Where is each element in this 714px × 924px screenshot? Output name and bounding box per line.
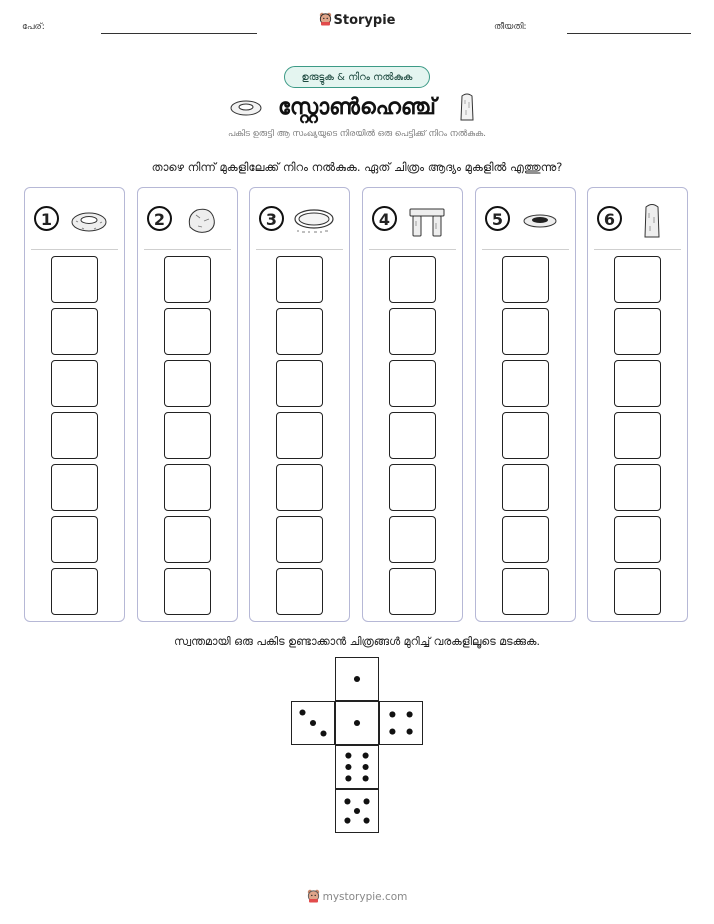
column-2 [137,187,238,622]
color-box[interactable] [164,568,211,615]
color-box[interactable] [276,568,323,615]
color-box[interactable] [164,360,211,407]
color-box[interactable] [276,308,323,355]
color-box[interactable] [51,516,98,563]
color-box[interactable] [614,464,661,511]
color-box[interactable] [51,412,98,459]
color-box[interactable] [614,412,661,459]
subtitle: പകിട ഉരുട്ടി ആ സംഖ്യയുടെ നിരയിൽ ഒരു പെട്ടിക്ക് നിറം നൽകുക. [228,129,486,139]
color-box[interactable] [164,516,211,563]
brand-logo [0,12,714,28]
color-box[interactable] [276,412,323,459]
instruction: താഴെ നിന്ന് മുകളിലേക്ക് നിറം നൽകുക. ഏത് ചിത്രം ആദ്യം മുകളിൽ എത്തുന്നു? [151,160,563,174]
column-number: 6 [597,206,622,231]
dice-face-1 [335,657,379,701]
date-label: തീയതി: [494,22,527,32]
stone-circle-icon [518,201,562,239]
color-box[interactable] [389,568,436,615]
color-box[interactable] [276,464,323,511]
color-box[interactable] [276,516,323,563]
column-number: 2 [147,206,172,231]
dice-face-6 [335,745,379,789]
color-box[interactable] [389,360,436,407]
page-title: സ്റ്റോൺഹെഞ്ച് [278,95,436,120]
color-box[interactable] [276,256,323,303]
dice-face-5 [335,789,379,833]
name-label: പേര്: [22,22,45,32]
color-box[interactable] [389,516,436,563]
footer-url[interactable]: mystorypie.com [322,891,408,903]
standing-stone-title-icon [458,92,476,126]
footer [0,889,714,903]
name-field[interactable] [101,33,257,34]
color-box[interactable] [614,568,661,615]
color-box[interactable] [502,464,549,511]
color-box[interactable] [389,308,436,355]
color-box[interactable] [502,256,549,303]
color-box[interactable] [614,308,661,355]
activity-badge: ഉരുട്ടുക & നിറം നൽകുക [284,66,430,88]
color-box[interactable] [502,516,549,563]
dice-face-1 [335,701,379,745]
dice-net-caption: സ്വന്തമായി ഒരു പകിട ഉണ്ടാക്കാൻ ചിത്രങ്ങൾ മുറിച്ച് വരകളിലൂടെ മടക്കുക. [174,635,540,648]
trilithon-icon [405,201,449,239]
color-box[interactable] [51,256,98,303]
column-number: 3 [259,206,284,231]
stone-ring-icon [67,201,111,239]
brand-name: Storypie [333,13,396,28]
column-divider [256,249,343,250]
dice-face-4 [379,701,423,745]
date-field[interactable] [567,33,691,34]
boulder-icon [180,201,224,239]
dice-face-3 [291,701,335,745]
color-box[interactable] [51,360,98,407]
color-box[interactable] [164,464,211,511]
column-3 [249,187,350,622]
column-4 [362,187,463,622]
color-box[interactable] [502,412,549,459]
color-box[interactable] [614,360,661,407]
column-5 [475,187,576,622]
column-1 [24,187,125,622]
color-box[interactable] [164,308,211,355]
color-box[interactable] [51,568,98,615]
column-6 [587,187,688,622]
color-box[interactable] [164,412,211,459]
color-box[interactable] [614,516,661,563]
color-box[interactable] [502,360,549,407]
column-number: 1 [34,206,59,231]
color-box[interactable] [276,360,323,407]
standing-stone-icon [630,201,674,239]
bear-logo-icon [307,889,320,903]
column-divider [369,249,456,250]
column-divider [31,249,118,250]
color-box[interactable] [389,256,436,303]
column-number: 4 [372,206,397,231]
column-divider [594,249,681,250]
column-divider [482,249,569,250]
color-box[interactable] [614,256,661,303]
bear-logo-icon [319,12,332,26]
color-box[interactable] [502,308,549,355]
color-box[interactable] [502,568,549,615]
henge-ring-icon [292,201,336,239]
color-box[interactable] [389,464,436,511]
color-box[interactable] [164,256,211,303]
column-divider [144,249,231,250]
color-box[interactable] [51,308,98,355]
color-box[interactable] [51,464,98,511]
column-number: 5 [485,206,510,231]
color-box[interactable] [389,412,436,459]
